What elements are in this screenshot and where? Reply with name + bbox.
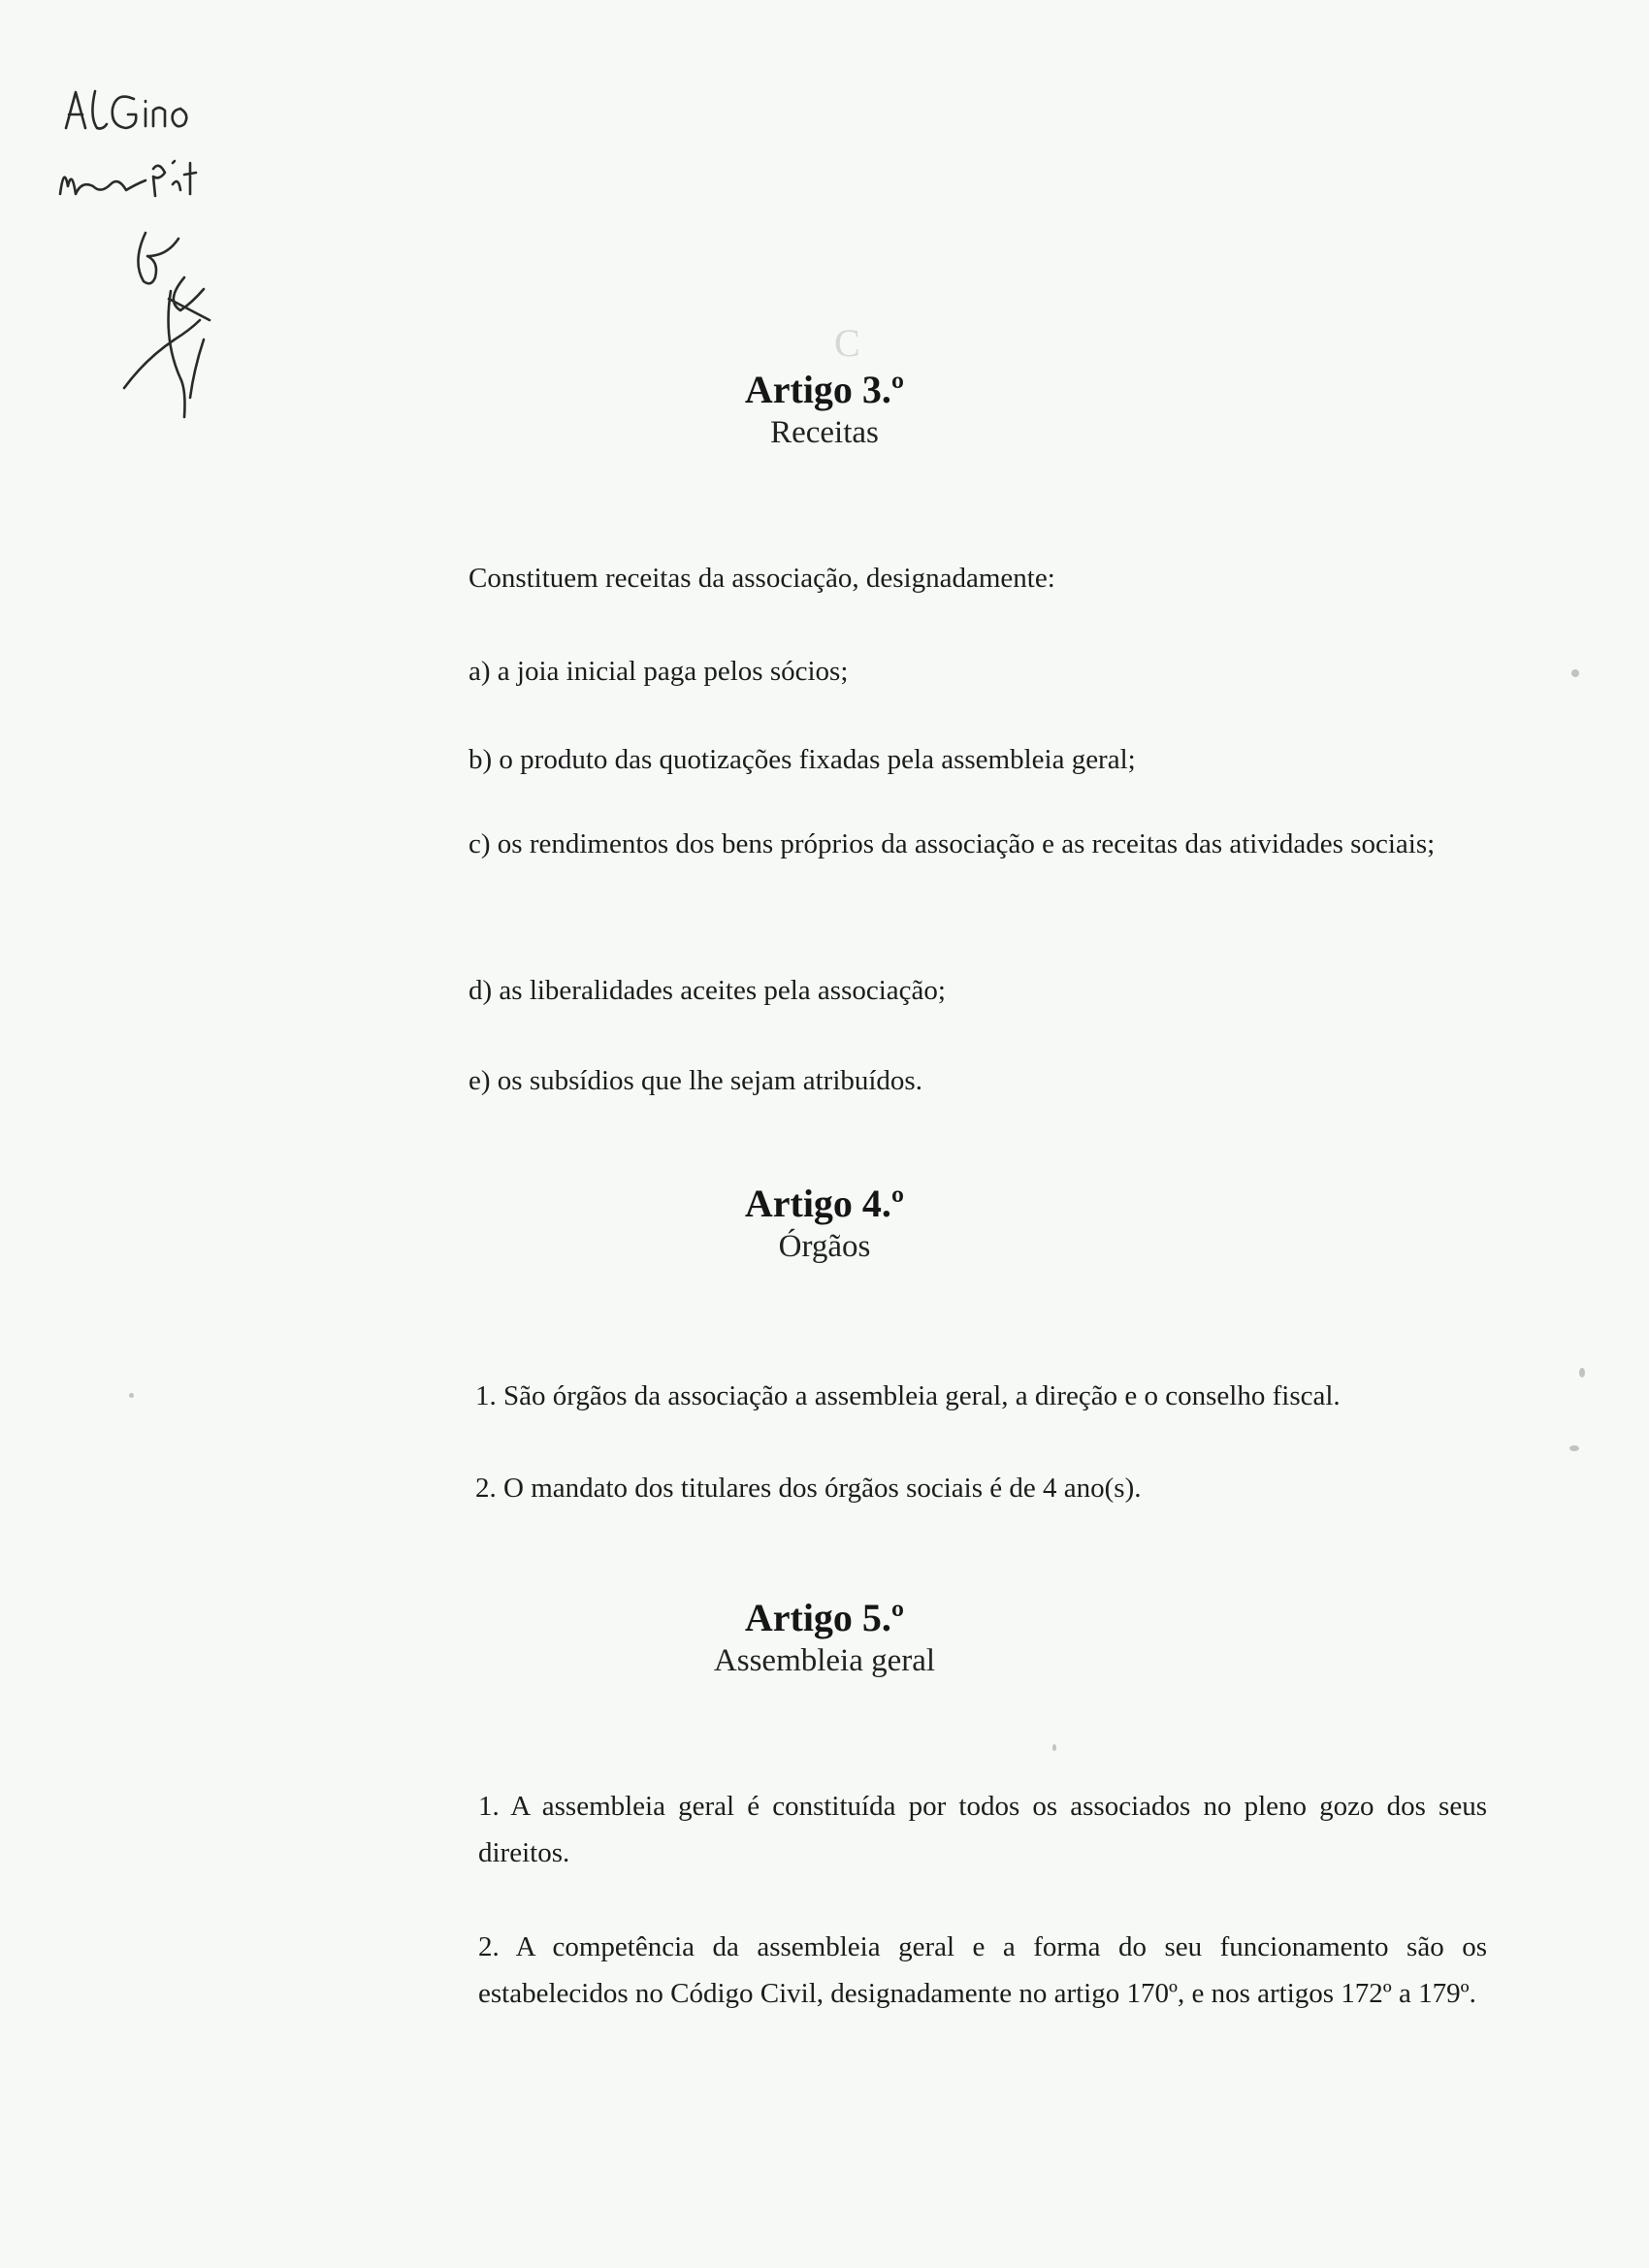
article-4-subtitle: Órgãos	[778, 1229, 871, 1264]
article-5-item-2: 2. A competência da assembleia geral e a forma do seu funcionamento são os estabelecidos no Código Civil, designadamente no artigo 170º, e nos artigos 172º a 179º.	[478, 1931, 1487, 2009]
article-4-item-1: 1. São órgãos da associação a assembleia geral, a direção e o conselho fiscal.	[475, 1380, 1341, 1411]
article-5-subtitle: Assembleia geral	[713, 1643, 936, 1678]
article-3-item-e: e) os subsídios que lhe sejam atribuídos.	[469, 1065, 922, 1096]
scan-speck	[129, 1393, 134, 1398]
article-3-intro: Constituem receitas da associação, designadamente:	[469, 563, 1055, 594]
article-3-subtitle: Receitas	[770, 415, 879, 450]
scan-speck	[1052, 1744, 1056, 1751]
bleed-through-heading: C	[834, 321, 860, 365]
scan-speck	[1579, 1368, 1585, 1377]
scan-speck	[1571, 669, 1579, 677]
article-5-item-1: 1. A assembleia geral é constituída por todos os associados no pleno gozo dos seus direitos.	[478, 1791, 1487, 1868]
scan-speck	[1569, 1445, 1579, 1451]
signature-drawing	[39, 49, 291, 437]
article-3-item-b: b) o produto das quotizações fixadas pela assembleia geral;	[469, 744, 1136, 775]
article-3-item-a: a) a joia inicial paga pelos sócios;	[469, 656, 849, 687]
article-3-title: Artigo 3.º	[744, 368, 905, 411]
article-5-title: Artigo 5.º	[744, 1596, 905, 1639]
article-3-item-d: d) as liberalidades aceites pela associação;	[469, 975, 946, 1006]
article-4-item-2: 2. O mandato dos titulares dos órgãos sociais é de 4 ano(s).	[475, 1473, 1142, 1504]
handwritten-signatures	[39, 49, 291, 437]
article-3-item-c: c) os rendimentos dos bens próprios da associação e as receitas das atividades sociais;	[469, 828, 1436, 859]
article-4-title: Artigo 4.º	[744, 1182, 905, 1225]
